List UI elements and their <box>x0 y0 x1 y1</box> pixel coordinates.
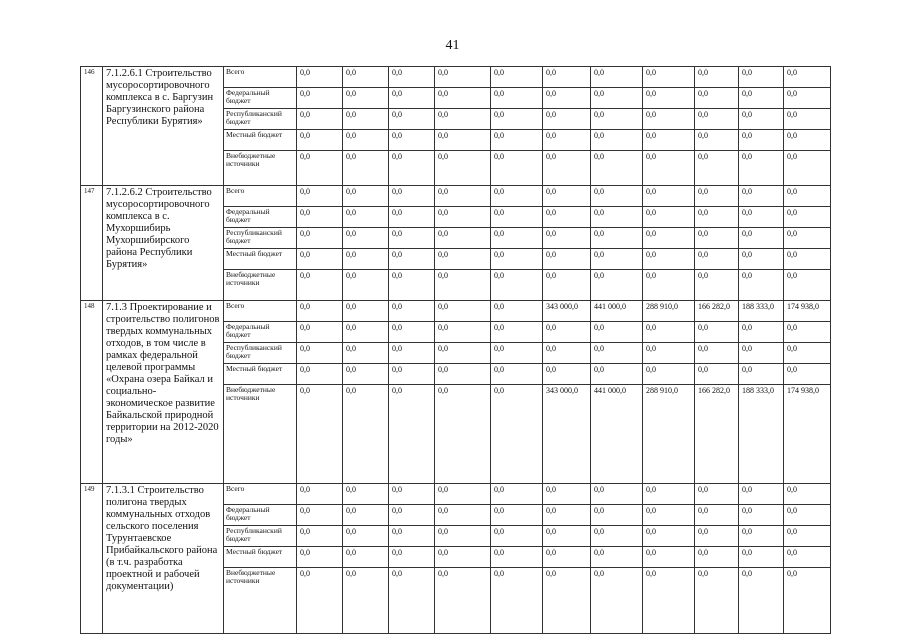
value-cell: 174 938,0 <box>784 301 831 322</box>
value-cell: 0,0 <box>643 484 695 505</box>
value-cell: 0,0 <box>695 547 739 568</box>
value-cell: 0,0 <box>435 301 491 322</box>
budget-table <box>80 66 831 634</box>
value-cell: 0,0 <box>435 270 491 301</box>
value-cell: 0,0 <box>389 67 435 88</box>
table-row <box>81 186 831 207</box>
value-cell: 0,0 <box>297 484 343 505</box>
value-cell: 0,0 <box>784 88 831 109</box>
value-cell: 0,0 <box>543 568 591 634</box>
value-cell: 0,0 <box>297 151 343 186</box>
value-cell: 0,0 <box>784 568 831 634</box>
value-cell: 0,0 <box>643 249 695 270</box>
value-cell: 0,0 <box>643 207 695 228</box>
value-cell: 0,0 <box>784 207 831 228</box>
value-cell: 0,0 <box>784 505 831 526</box>
funding-source: Местный бюджет <box>224 364 297 385</box>
value-cell: 0,0 <box>297 249 343 270</box>
value-cell: 0,0 <box>695 249 739 270</box>
funding-source: Внебюджетные источники <box>224 385 297 484</box>
funding-source: Всего <box>224 67 297 88</box>
value-cell: 0,0 <box>784 364 831 385</box>
value-cell: 0,0 <box>297 67 343 88</box>
funding-source: Местный бюджет <box>224 547 297 568</box>
value-cell: 0,0 <box>695 207 739 228</box>
value-cell: 0,0 <box>343 228 389 249</box>
value-cell: 0,0 <box>297 385 343 484</box>
value-cell: 0,0 <box>297 343 343 364</box>
value-cell: 0,0 <box>297 526 343 547</box>
value-cell: 0,0 <box>739 322 784 343</box>
value-cell: 0,0 <box>435 343 491 364</box>
value-cell: 0,0 <box>343 505 389 526</box>
value-cell: 0,0 <box>784 343 831 364</box>
value-cell: 174 938,0 <box>784 385 831 484</box>
value-cell: 0,0 <box>739 364 784 385</box>
value-cell: 0,0 <box>695 484 739 505</box>
value-cell: 0,0 <box>435 505 491 526</box>
value-cell: 0,0 <box>297 270 343 301</box>
value-cell: 0,0 <box>435 385 491 484</box>
row-number: 147 <box>81 186 103 301</box>
value-cell: 0,0 <box>389 301 435 322</box>
value-cell: 0,0 <box>491 343 543 364</box>
value-cell: 0,0 <box>591 88 643 109</box>
value-cell: 288 910,0 <box>643 385 695 484</box>
value-cell: 0,0 <box>343 151 389 186</box>
value-cell: 0,0 <box>343 109 389 130</box>
funding-source: Внебюджетные источники <box>224 151 297 186</box>
value-cell: 0,0 <box>491 484 543 505</box>
value-cell: 0,0 <box>543 526 591 547</box>
value-cell: 0,0 <box>343 186 389 207</box>
value-cell: 0,0 <box>784 526 831 547</box>
value-cell: 188 333,0 <box>739 385 784 484</box>
funding-source: Федеральный бюджет <box>224 322 297 343</box>
value-cell: 0,0 <box>297 228 343 249</box>
value-cell: 0,0 <box>591 186 643 207</box>
value-cell: 0,0 <box>643 364 695 385</box>
value-cell: 0,0 <box>543 151 591 186</box>
value-cell: 0,0 <box>543 484 591 505</box>
funding-source: Республиканский бюджет <box>224 343 297 364</box>
value-cell: 0,0 <box>389 109 435 130</box>
value-cell: 343 000,0 <box>543 385 591 484</box>
row-number: 149 <box>81 484 103 634</box>
value-cell: 0,0 <box>343 484 389 505</box>
value-cell: 0,0 <box>297 568 343 634</box>
value-cell: 0,0 <box>591 364 643 385</box>
value-cell: 0,0 <box>389 385 435 484</box>
value-cell: 166 282,0 <box>695 301 739 322</box>
value-cell: 0,0 <box>491 547 543 568</box>
value-cell: 0,0 <box>591 249 643 270</box>
value-cell: 0,0 <box>491 130 543 151</box>
value-cell: 0,0 <box>297 130 343 151</box>
value-cell: 0,0 <box>543 67 591 88</box>
value-cell: 0,0 <box>543 249 591 270</box>
value-cell: 0,0 <box>297 322 343 343</box>
value-cell: 0,0 <box>543 505 591 526</box>
value-cell: 0,0 <box>435 207 491 228</box>
value-cell: 0,0 <box>739 186 784 207</box>
value-cell: 0,0 <box>435 130 491 151</box>
value-cell: 0,0 <box>491 186 543 207</box>
value-cell: 0,0 <box>343 385 389 484</box>
value-cell: 0,0 <box>435 186 491 207</box>
value-cell: 0,0 <box>491 505 543 526</box>
value-cell: 0,0 <box>543 186 591 207</box>
value-cell: 288 910,0 <box>643 301 695 322</box>
value-cell: 0,0 <box>591 270 643 301</box>
value-cell: 0,0 <box>435 109 491 130</box>
value-cell: 0,0 <box>435 249 491 270</box>
value-cell: 0,0 <box>435 568 491 634</box>
value-cell: 0,0 <box>543 322 591 343</box>
funding-source: Республиканский бюджет <box>224 228 297 249</box>
value-cell: 0,0 <box>591 228 643 249</box>
value-cell: 0,0 <box>739 568 784 634</box>
funding-source: Всего <box>224 301 297 322</box>
value-cell: 0,0 <box>591 322 643 343</box>
value-cell: 0,0 <box>343 130 389 151</box>
funding-source: Местный бюджет <box>224 249 297 270</box>
value-cell: 0,0 <box>491 151 543 186</box>
value-cell: 0,0 <box>435 484 491 505</box>
value-cell: 0,0 <box>389 151 435 186</box>
value-cell: 0,0 <box>343 67 389 88</box>
value-cell: 0,0 <box>784 109 831 130</box>
value-cell: 0,0 <box>491 67 543 88</box>
value-cell: 0,0 <box>389 88 435 109</box>
value-cell: 0,0 <box>389 322 435 343</box>
value-cell: 0,0 <box>389 130 435 151</box>
value-cell: 0,0 <box>695 505 739 526</box>
value-cell: 0,0 <box>491 385 543 484</box>
value-cell: 0,0 <box>543 228 591 249</box>
value-cell: 0,0 <box>739 484 784 505</box>
value-cell: 0,0 <box>435 151 491 186</box>
value-cell: 0,0 <box>591 547 643 568</box>
value-cell: 0,0 <box>435 228 491 249</box>
value-cell: 0,0 <box>297 505 343 526</box>
funding-source: Местный бюджет <box>224 130 297 151</box>
value-cell: 0,0 <box>739 88 784 109</box>
value-cell: 0,0 <box>491 109 543 130</box>
value-cell: 0,0 <box>784 249 831 270</box>
value-cell: 0,0 <box>591 343 643 364</box>
value-cell: 0,0 <box>784 186 831 207</box>
value-cell: 0,0 <box>343 270 389 301</box>
value-cell: 0,0 <box>695 130 739 151</box>
value-cell: 0,0 <box>491 249 543 270</box>
value-cell: 0,0 <box>591 109 643 130</box>
value-cell: 0,0 <box>389 505 435 526</box>
value-cell: 0,0 <box>695 151 739 186</box>
value-cell: 0,0 <box>643 505 695 526</box>
value-cell: 0,0 <box>491 322 543 343</box>
value-cell: 0,0 <box>435 364 491 385</box>
value-cell: 0,0 <box>643 228 695 249</box>
value-cell: 0,0 <box>739 228 784 249</box>
value-cell: 0,0 <box>739 109 784 130</box>
value-cell: 0,0 <box>491 568 543 634</box>
value-cell: 0,0 <box>643 109 695 130</box>
value-cell: 0,0 <box>643 526 695 547</box>
value-cell: 343 000,0 <box>543 301 591 322</box>
value-cell: 0,0 <box>389 249 435 270</box>
value-cell: 0,0 <box>591 151 643 186</box>
value-cell: 0,0 <box>643 343 695 364</box>
funding-source: Федеральный бюджет <box>224 505 297 526</box>
value-cell: 0,0 <box>784 270 831 301</box>
value-cell: 0,0 <box>543 88 591 109</box>
value-cell: 0,0 <box>695 270 739 301</box>
value-cell: 0,0 <box>695 343 739 364</box>
value-cell: 0,0 <box>343 88 389 109</box>
value-cell: 188 333,0 <box>739 301 784 322</box>
funding-source: Федеральный бюджет <box>224 207 297 228</box>
value-cell: 0,0 <box>435 322 491 343</box>
value-cell: 0,0 <box>591 568 643 634</box>
page-number: 41 <box>445 38 460 53</box>
value-cell: 0,0 <box>695 186 739 207</box>
value-cell: 0,0 <box>297 547 343 568</box>
value-cell: 0,0 <box>435 526 491 547</box>
value-cell: 0,0 <box>343 364 389 385</box>
value-cell: 0,0 <box>695 67 739 88</box>
value-cell: 0,0 <box>435 88 491 109</box>
value-cell: 0,0 <box>643 568 695 634</box>
value-cell: 0,0 <box>389 547 435 568</box>
value-cell: 0,0 <box>591 130 643 151</box>
value-cell: 0,0 <box>643 88 695 109</box>
measure-name: 7.1.2.6.1 Строительство мусоросортировочного комплекса в с. Баргузин Баргузинского района Республики Бурятия» <box>103 67 224 186</box>
value-cell: 0,0 <box>643 67 695 88</box>
value-cell: 0,0 <box>297 207 343 228</box>
value-cell: 0,0 <box>643 130 695 151</box>
value-cell: 0,0 <box>543 547 591 568</box>
value-cell: 0,0 <box>491 301 543 322</box>
value-cell: 0,0 <box>695 568 739 634</box>
value-cell: 0,0 <box>389 484 435 505</box>
funding-source: Внебюджетные источники <box>224 568 297 634</box>
value-cell: 0,0 <box>543 130 591 151</box>
value-cell: 0,0 <box>695 228 739 249</box>
value-cell: 0,0 <box>543 207 591 228</box>
table-row <box>81 67 831 88</box>
value-cell: 0,0 <box>491 228 543 249</box>
value-cell: 0,0 <box>491 364 543 385</box>
value-cell: 0,0 <box>784 130 831 151</box>
value-cell: 0,0 <box>343 526 389 547</box>
funding-source: Внебюджетные источники <box>224 270 297 301</box>
value-cell: 0,0 <box>543 364 591 385</box>
value-cell: 0,0 <box>591 207 643 228</box>
value-cell: 0,0 <box>695 322 739 343</box>
value-cell: 0,0 <box>343 343 389 364</box>
value-cell: 0,0 <box>297 186 343 207</box>
value-cell: 0,0 <box>739 270 784 301</box>
value-cell: 0,0 <box>543 343 591 364</box>
value-cell: 441 000,0 <box>591 301 643 322</box>
table-row <box>81 484 831 505</box>
value-cell: 0,0 <box>591 67 643 88</box>
funding-source: Всего <box>224 484 297 505</box>
funding-source: Республиканский бюджет <box>224 109 297 130</box>
value-cell: 0,0 <box>784 228 831 249</box>
value-cell: 0,0 <box>389 568 435 634</box>
value-cell: 0,0 <box>784 151 831 186</box>
value-cell: 0,0 <box>591 484 643 505</box>
value-cell: 0,0 <box>343 547 389 568</box>
measure-name: 7.1.3.1 Строительство полигона твердых коммунальных отходов сельского поселения Турунтаевское Прибайкальского района (в т.ч. разработка проектной и рабочей документации) <box>103 484 224 634</box>
value-cell: 0,0 <box>389 343 435 364</box>
value-cell: 0,0 <box>491 526 543 547</box>
value-cell: 0,0 <box>739 130 784 151</box>
value-cell: 0,0 <box>739 526 784 547</box>
value-cell: 0,0 <box>591 505 643 526</box>
value-cell: 0,0 <box>643 186 695 207</box>
value-cell: 0,0 <box>739 207 784 228</box>
value-cell: 0,0 <box>435 67 491 88</box>
value-cell: 0,0 <box>297 88 343 109</box>
value-cell: 0,0 <box>491 270 543 301</box>
value-cell: 0,0 <box>343 249 389 270</box>
value-cell: 0,0 <box>695 526 739 547</box>
value-cell: 441 000,0 <box>591 385 643 484</box>
value-cell: 0,0 <box>739 67 784 88</box>
value-cell: 166 282,0 <box>695 385 739 484</box>
value-cell: 0,0 <box>784 547 831 568</box>
value-cell: 0,0 <box>643 151 695 186</box>
value-cell: 0,0 <box>643 322 695 343</box>
value-cell: 0,0 <box>389 207 435 228</box>
value-cell: 0,0 <box>389 186 435 207</box>
value-cell: 0,0 <box>297 109 343 130</box>
value-cell: 0,0 <box>739 151 784 186</box>
value-cell: 0,0 <box>343 322 389 343</box>
value-cell: 0,0 <box>695 109 739 130</box>
value-cell: 0,0 <box>543 270 591 301</box>
value-cell: 0,0 <box>435 547 491 568</box>
value-cell: 0,0 <box>739 249 784 270</box>
value-cell: 0,0 <box>491 88 543 109</box>
value-cell: 0,0 <box>343 301 389 322</box>
value-cell: 0,0 <box>343 568 389 634</box>
value-cell: 0,0 <box>643 270 695 301</box>
value-cell: 0,0 <box>389 228 435 249</box>
value-cell: 0,0 <box>343 207 389 228</box>
row-number: 146 <box>81 67 103 186</box>
value-cell: 0,0 <box>297 364 343 385</box>
value-cell: 0,0 <box>389 364 435 385</box>
value-cell: 0,0 <box>389 270 435 301</box>
value-cell: 0,0 <box>784 67 831 88</box>
row-number: 148 <box>81 301 103 484</box>
table-row <box>81 301 831 322</box>
value-cell: 0,0 <box>695 88 739 109</box>
funding-source: Федеральный бюджет <box>224 88 297 109</box>
value-cell: 0,0 <box>297 301 343 322</box>
value-cell: 0,0 <box>739 505 784 526</box>
value-cell: 0,0 <box>739 547 784 568</box>
value-cell: 0,0 <box>389 526 435 547</box>
value-cell: 0,0 <box>491 207 543 228</box>
funding-source: Республиканский бюджет <box>224 526 297 547</box>
value-cell: 0,0 <box>643 547 695 568</box>
value-cell: 0,0 <box>739 343 784 364</box>
funding-source: Всего <box>224 186 297 207</box>
value-cell: 0,0 <box>543 109 591 130</box>
value-cell: 0,0 <box>784 484 831 505</box>
value-cell: 0,0 <box>591 526 643 547</box>
measure-name: 7.1.3 Проектирование и строительство полигонов твердых коммунальных отходов, в том числе в рамках федеральной целевой программы «Охрана озера Байкал и социально-экономическое развитие Байкальской природной территории на 2012-2020 годы» <box>103 301 224 484</box>
value-cell: 0,0 <box>695 364 739 385</box>
value-cell: 0,0 <box>784 322 831 343</box>
measure-name: 7.1.2.6.2 Строительство мусоросортировочного комплекса в с. Мухоршибирь Мухоршибирского района Республики Бурятия» <box>103 186 224 301</box>
